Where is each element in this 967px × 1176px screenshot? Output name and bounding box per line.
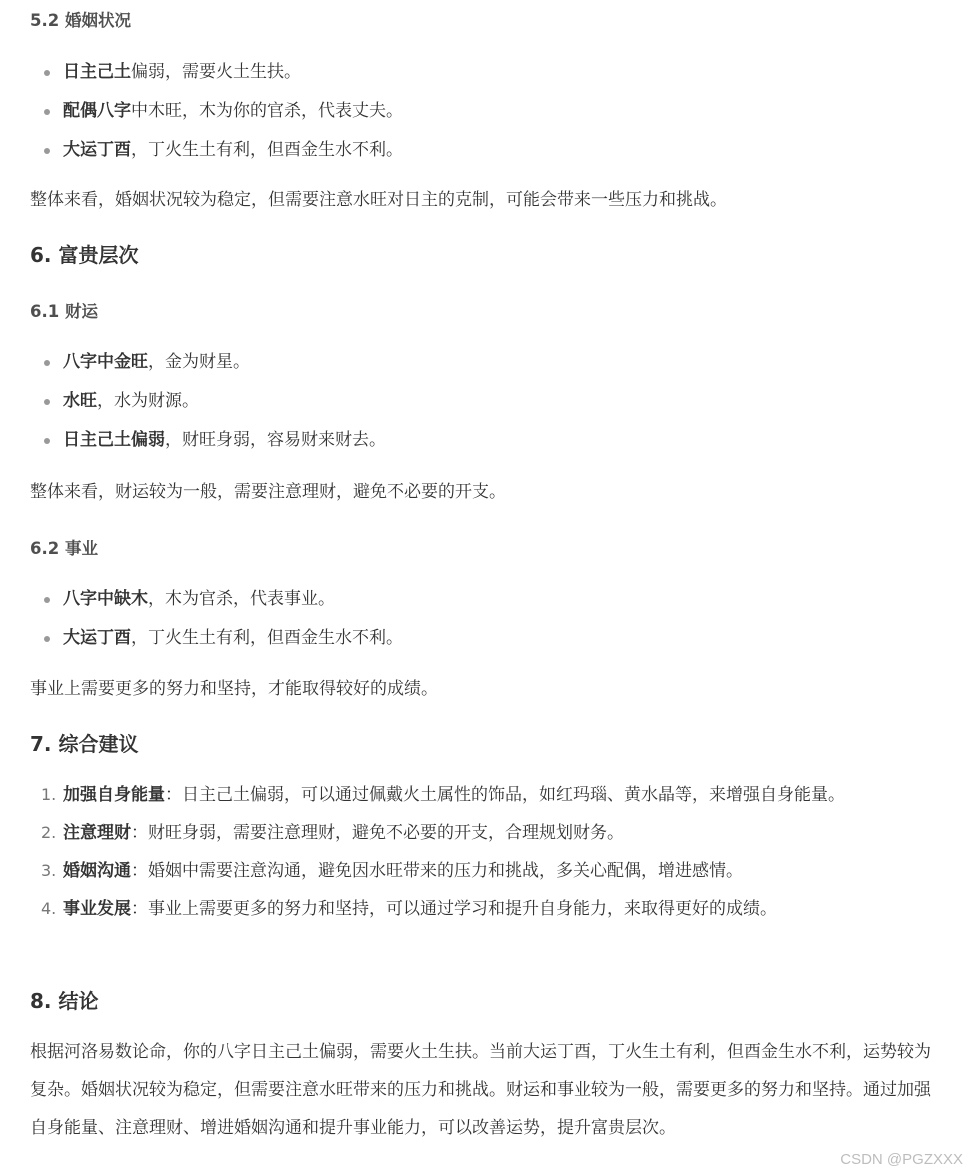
wealth-summary: 整体来看，财运较为一般，需要注意理财，避免不必要的开支。 (30, 482, 506, 502)
list-item (30, 776, 915, 814)
list-item-text: ，丁火生土有利，但酉金生水不利。 (131, 628, 403, 648)
list-item-bold: 日主己土偏弱 (63, 430, 165, 450)
list-item-bold: 大运丁酉 (63, 628, 131, 648)
list-item-text: ，财旺身弱，容易财来财去。 (165, 430, 386, 450)
list-item-text: ，木为官杀，代表事业。 (148, 589, 335, 609)
advice-list (30, 776, 915, 928)
list-item-text: ，水为财源。 (97, 391, 199, 411)
wealth-list (30, 343, 940, 460)
list-item-bold: 八字中缺木 (63, 589, 148, 609)
section-heading-6-2: 6.2 事业 (30, 539, 98, 558)
list-item (30, 421, 940, 460)
conclusion-body: 根据河洛易数论命，你的八字日主己土偏弱，需要火土生扶。当前大运丁酉，丁火生土有利，但酉金生水不利，运势较为复杂。婚姻状况较为稳定，但需要注意水旺带来的压力和挑战。财运和事业较为一般，需要更多的努力和坚持。通过加强自身能量、注意理财、增进婚姻沟通和提升事业能力，可以改善运势，提升富贵层次。 (30, 1042, 931, 1138)
list-item-text: 偏弱，需要火土生扶。 (131, 62, 301, 82)
list-item-text: ：日主己土偏弱，可以通过佩戴火土属性的饰品，如红玛瑙、黄水晶等，来增强自身能量。 (165, 785, 845, 805)
list-item (30, 92, 940, 131)
list-item-bold: 大运丁酉 (63, 140, 131, 160)
list-item (30, 343, 940, 382)
list-item-text: ：事业上需要更多的努力和坚持，可以通过学习和提升自身能力，来取得更好的成绩。 (131, 899, 777, 919)
list-item-bold: 婚姻沟通 (63, 861, 131, 881)
list-item-bold: 配偶八字 (63, 101, 131, 121)
list-item-bold: 水旺 (63, 391, 97, 411)
list-item-text: ，金为财星。 (148, 352, 250, 372)
list-item-text: ：财旺身弱，需要注意理财，避免不必要的开支，合理规划财务。 (131, 823, 624, 843)
list-item (30, 619, 940, 658)
list-item-bold: 八字中金旺 (63, 352, 148, 372)
section-heading-6: 6. 富贵层次 (30, 243, 139, 267)
career-summary: 事业上需要更多的努力和坚持，才能取得较好的成绩。 (30, 679, 438, 699)
marriage-summary: 整体来看，婚姻状况较为稳定，但需要注意水旺对日主的克制，可能会带来一些压力和挑战。 (30, 190, 727, 210)
list-item-bold: 日主己土 (63, 62, 131, 82)
section-heading-5-2: 5.2 婚姻状况 (30, 11, 131, 30)
list-item-bold: 事业发展 (63, 899, 131, 919)
list-item (30, 814, 915, 852)
list-item-text: ，丁火生土有利，但酉金生水不利。 (131, 140, 403, 160)
list-item-text: 中木旺，木为你的官杀，代表丈夫。 (131, 101, 403, 121)
list-number: 3. (41, 861, 57, 880)
list-number: 4. (41, 899, 57, 918)
section-heading-6-1: 6.1 财运 (30, 302, 98, 321)
list-item (30, 580, 940, 619)
section-heading-7: 7. 综合建议 (30, 732, 139, 756)
list-item (30, 852, 915, 890)
list-item (30, 382, 940, 421)
marriage-list (30, 53, 940, 170)
list-item-bold: 注意理财 (63, 823, 131, 843)
list-item-text: ：婚姻中需要注意沟通，避免因水旺带来的压力和挑战，多关心配偶，增进感情。 (131, 861, 743, 881)
list-number: 1. (41, 785, 57, 804)
list-item (30, 890, 915, 928)
watermark: CSDN @PGZXXX (840, 1151, 963, 1168)
career-list (30, 580, 940, 658)
list-item (30, 53, 940, 92)
list-number: 2. (41, 823, 57, 842)
section-heading-8: 8. 结论 (30, 989, 99, 1013)
list-item (30, 131, 940, 170)
list-item-bold: 加强自身能量 (63, 785, 165, 805)
